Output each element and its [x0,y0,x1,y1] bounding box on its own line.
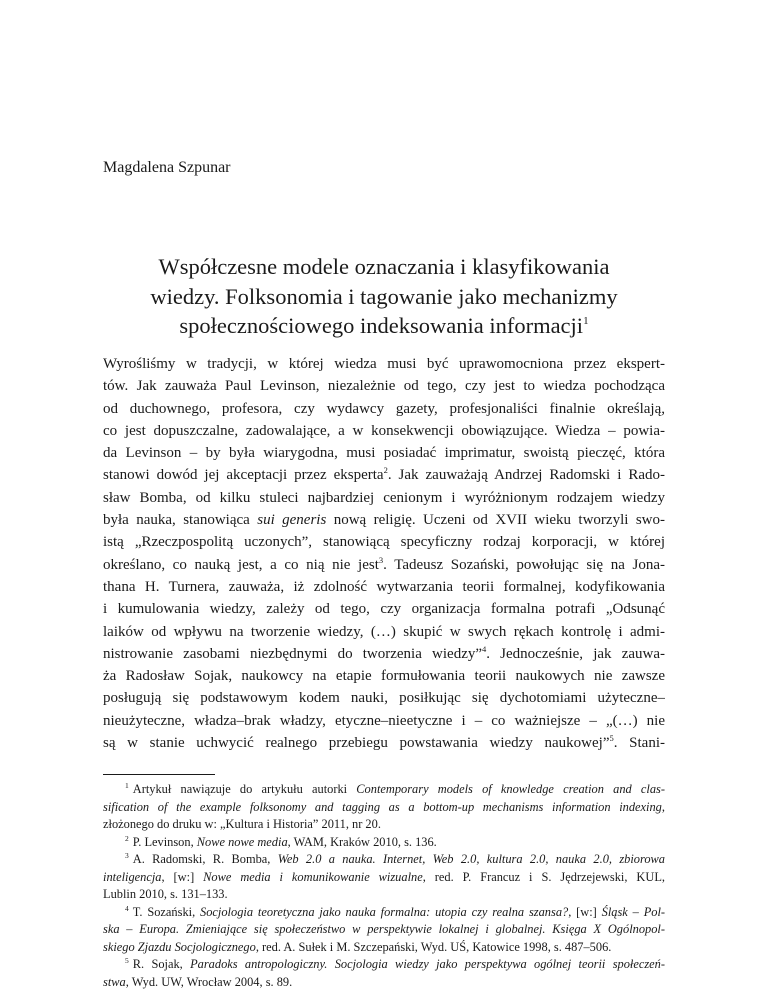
footnote-italic: sification of the example folksonomy and tagging as a bottom-up mechanisms information indexing [103,799,662,814]
footnote-number: 2 [125,833,129,843]
body-text: nistrowanie zasobami niezbędnymi do tworzenia wiedzy” [103,645,483,662]
body-text: określano, co nauką jest, a co nią nie jest [103,556,379,573]
body-line: laików od wpływu na tworzenie wiedzy, (…) skupić w swych rękach kontrolę i admi- [103,623,665,640]
body-line [103,554,665,576]
footnote-line: złożonego do druku w: „Kultura i Historia” 2011, nr 20. [103,817,381,831]
title-footnote-ref[interactable]: 1 [583,315,589,327]
body-text: stanowi dowód jej akceptacji przez eksperta [103,467,384,484]
footnote-text: T. Sozański, [132,904,201,919]
body-paragraph [103,353,665,754]
body-line [103,732,665,754]
body-text: . Tadeusz Sozański, powołując się na Jona- [383,556,665,573]
body-text: nową religię. Uczeni od XVII wieku tworzyli swo- [326,512,665,529]
body-text: . Stani- [613,735,665,752]
title-line-3-text: społecznościowego indeksowania informacji [179,313,584,338]
footnote-4 [103,904,665,957]
footnote-line [103,921,665,939]
footnote-number: 5 [125,956,129,965]
footnotes [103,781,665,991]
body-line [103,643,665,665]
footnote-ref-3[interactable]: 3 [378,554,384,565]
footnote-text: , red. P. Francuz i S. Jędrzejewski, KUL, [422,869,665,884]
footnote-text: Artykuł nawiązuje do artykułu autorki [132,782,357,796]
author-name: Magdalena Szpunar [103,159,231,176]
footnote-text: , red. A. Sułek i M. Szczepański, Wyd. UŚ, Katowice 1998, s. 487–506. [255,939,612,954]
body-text: była nauka, stanowiąca [103,512,258,529]
body-line: ża Radosław Sojak, naukowcy na etapie formułowania teorii naukowych nie zawsze [103,668,665,685]
body-line: posługują się podstawowym kodem nauki, posiłkując się dychotomiami użyteczne– [103,690,665,707]
footnote-number: 4 [125,903,129,913]
footnote-line [103,834,665,852]
footnote-italic: Socjologia teoretyczna jako nauka formalna: utopia czy realna szansa? [200,904,569,919]
article-title [100,252,668,341]
footnote-line [103,851,665,869]
footnote-text: , Wyd. UW, Wrocław 2004, s. 89. [125,974,293,989]
body-line: od duchownego, profesora, czy wydawcy gazety, profesjonaliści finalnie określają, [103,400,665,417]
footnote-5 [103,956,665,991]
body-line: tów. Jak zauważa Paul Levinson, niezależnie od tego, czy jest to wiedza pochodząca [103,378,665,395]
body-line: nieużyteczne, władza–brak władzy, etyczne–nieetyczne i – co ważniejsze – „(…) nie [103,712,665,729]
footnote-italic: inteligencja [103,869,162,884]
footnote-line [103,956,665,974]
body-line: Wyrośliśmy w tradycji, w której wiedza musi być uprawomocniona przez ekspert- [103,356,665,372]
body-text: . Jednocześnie, jak zauwa- [486,645,665,662]
body-line: thana H. Turnera, zauważa, iż zdolność wytwarzania teorii formalnej, kodyfikowania [103,578,665,595]
body-line: istą „Rzeczpospolitą uczonych”, stanowiącą specyficzny rodzaj korporacji, w której [103,534,665,551]
footnote-italic: ska – Europa. Zmieniające się społeczeństwo w perspektywie lokalnej i globalnej. Księga X Ogólnopol- [103,922,665,936]
footnote-1 [103,781,665,834]
footnote-italic: Śląsk – Pol- [601,904,665,919]
footnote-italic: Web 2.0 a nauka. Internet, Web 2.0, kultura 2.0, nauka 2.0, zbiorowa [277,852,665,866]
footnote-line [103,781,665,799]
body-line: co jest dopuszczalne, zadowalające, a w konsekwencji obowiązujące. Wiedza – powia- [103,422,665,439]
body-line [103,464,665,486]
footnote-text: R. Sojak, [132,957,191,971]
footnote-ref-5[interactable]: 5 [609,733,614,744]
italic-term: sui generis [257,512,327,529]
footnote-italic: stwa [103,974,126,989]
footnote-divider [103,774,215,775]
footnote-line: Lublin 2010, s. 131–133. [103,887,228,901]
footnote-text: P. Levinson, [132,834,197,849]
body-line: sław Bomba, od kilku stuleci najbardziej cenionym i wyróżnionym rodzajem wiedzy [103,489,665,506]
body-text: są w stanie uchwycić realnego przebiegu powstawania wiedzy naukowej” [103,735,610,752]
footnote-italic: Paradoks antropologiczny. Socjologia wiedzy jako perspektywa ogólnej teorii społeczeń- [190,957,665,971]
body-line: i kumulowania wiedzy, zależy od tego, czy organizacja formalna potrafi „Odsunąć [103,601,665,618]
title-line-2: wiedzy. Folksonomia i tagowanie jako mechanizmy [150,283,618,309]
footnote-italic: skiego Zjazdu Socjologicznego [103,939,256,954]
footnote-3 [103,851,665,904]
footnote-text: , WAM, Kraków 2010, s. 136. [287,834,437,849]
footnote-italic: Contemporary models of knowledge creation and clas- [356,782,665,796]
footnote-line [103,869,665,887]
footnote-text: , [w:] [161,869,204,884]
footnote-number: 1 [125,781,129,790]
footnote-number: 3 [125,851,129,860]
title-line-1: Współczesne modele oznaczania i klasyfikowania [158,254,610,279]
footnote-line [103,939,665,957]
body-text: . Jak zauważają Andrzej Radomski i Rado- [387,467,665,484]
footnote-ref-2[interactable]: 2 [383,465,388,476]
footnote-ref-4[interactable]: 4 [482,643,487,654]
footnote-text: , [w:] [568,904,602,919]
footnote-text: , [661,799,665,814]
footnote-line [103,904,665,922]
footnote-line [103,799,665,817]
footnote-2 [103,834,665,852]
title-line-3 [100,311,668,341]
footnote-line [103,974,665,992]
body-line [103,509,665,531]
body-line: da Levinson – by była wiarygodna, musi posiadać imprimatur, swoistą pieczęć, która [103,445,665,462]
footnote-text: A. Radomski, R. Bomba, [132,852,278,866]
footnote-italic: Nowe nowe media [196,834,288,849]
footnote-italic: Nowe media i komunikowanie wizualne [203,869,423,884]
